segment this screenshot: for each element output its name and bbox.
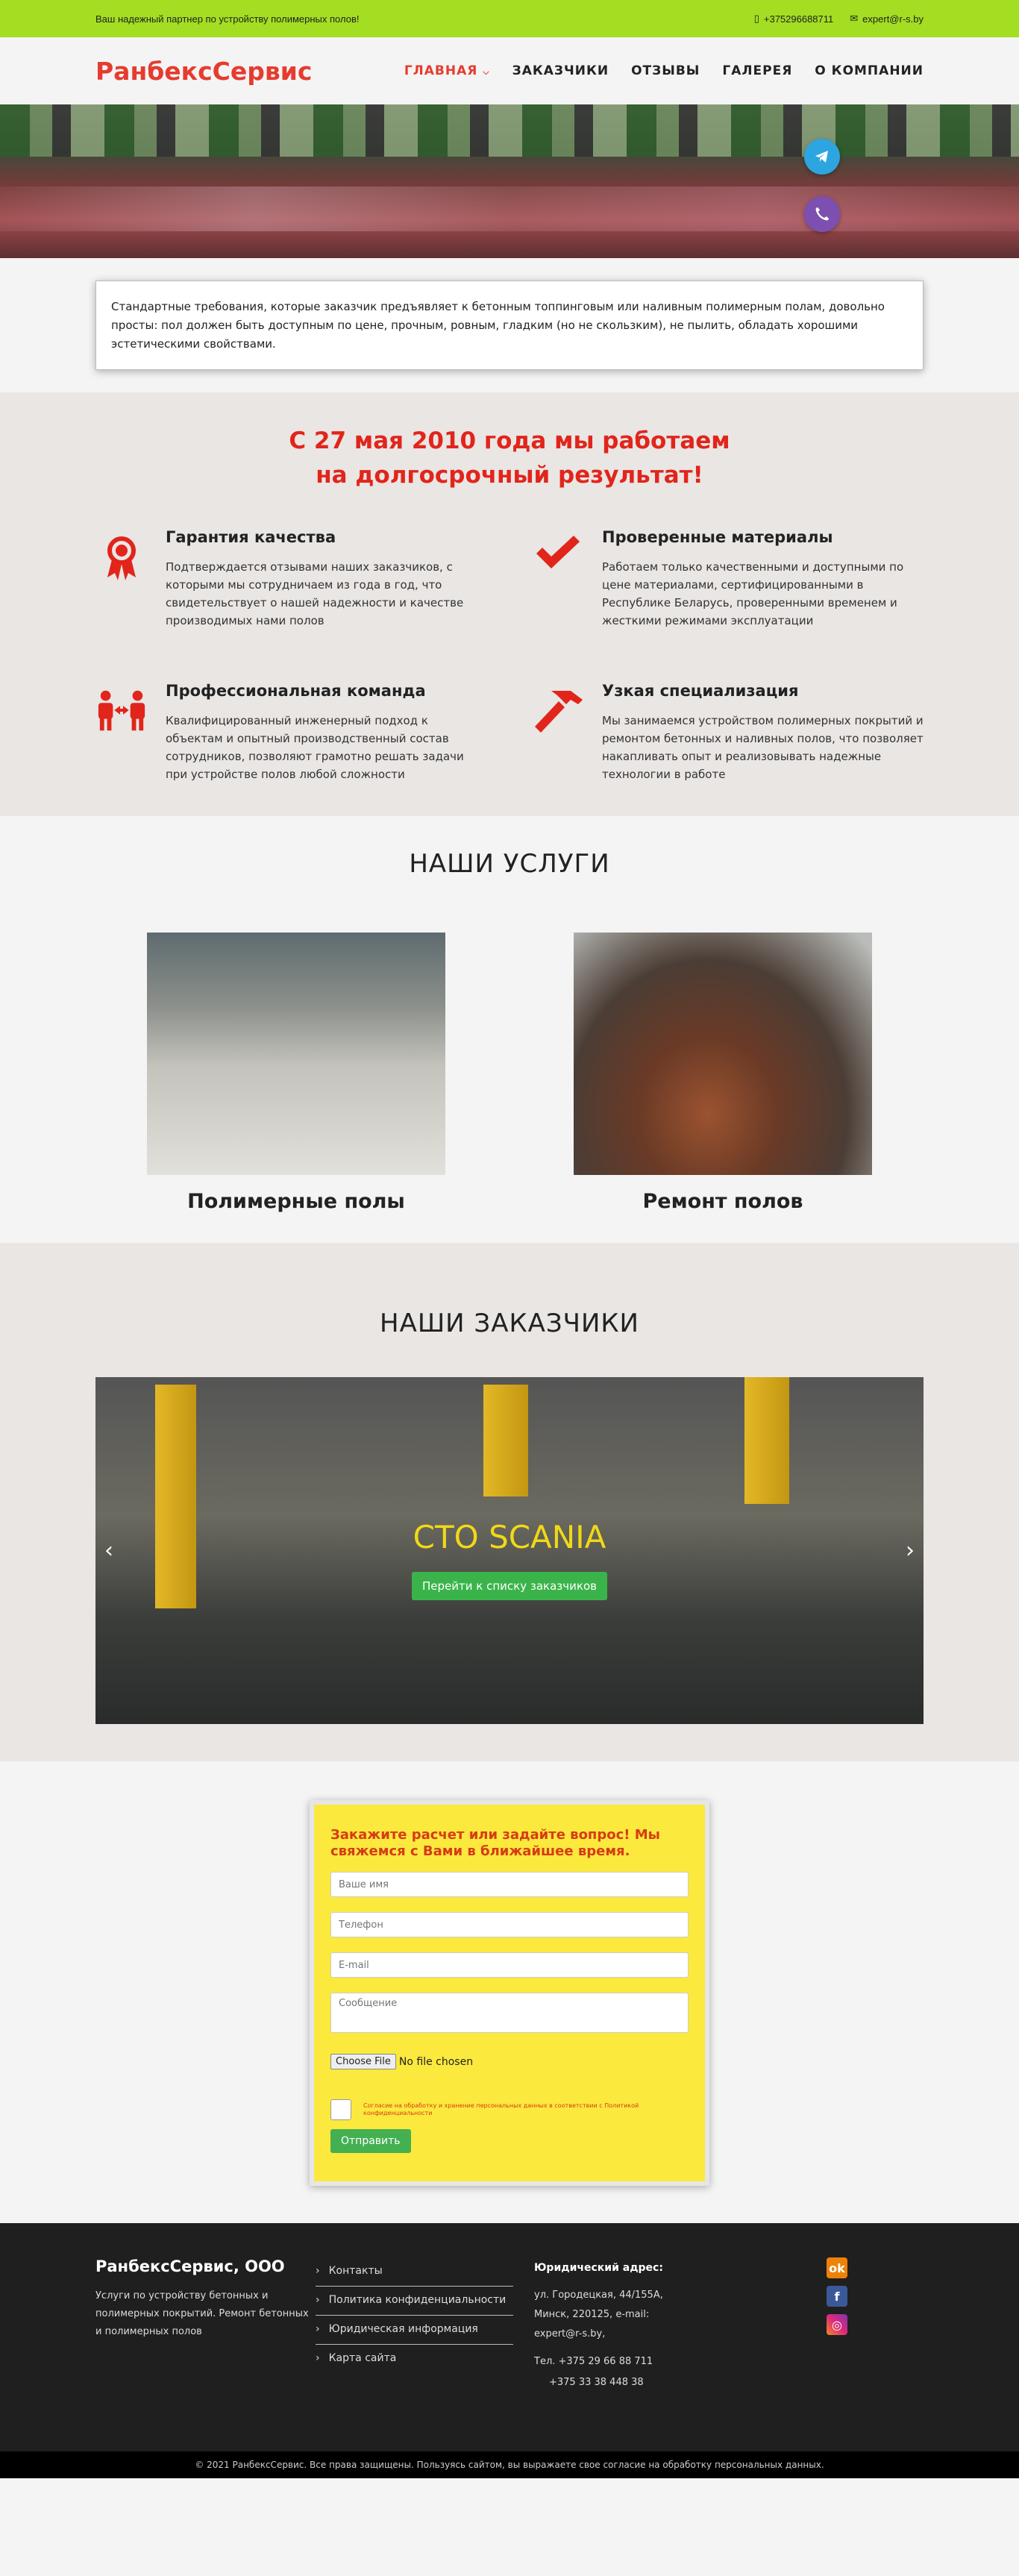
phone-input[interactable] — [330, 1912, 689, 1937]
award-ribbon-icon — [95, 528, 148, 630]
telegram-button[interactable] — [804, 139, 840, 175]
intro-section — [0, 258, 1019, 392]
footer-social — [819, 2257, 847, 2393]
envelope-icon: ✉ — [850, 13, 859, 24]
feature-title: Профессиональная команда — [166, 682, 426, 700]
hero-image — [0, 104, 1019, 258]
telegram-icon — [813, 148, 831, 166]
service-image[interactable] — [147, 933, 445, 1175]
nav-customers[interactable]: ЗАКАЗЧИКИ — [512, 63, 609, 78]
nav-reviews[interactable]: ОТЗЫВЫ — [631, 63, 700, 78]
main-nav — [404, 63, 924, 78]
hammer-icon — [532, 682, 584, 783]
footer-address — [513, 2257, 819, 2393]
hero-floor-reflection — [0, 187, 1019, 231]
features-section — [0, 392, 1019, 816]
service-card-repair[interactable] — [574, 933, 872, 1213]
carousel-lift-post — [483, 1385, 528, 1497]
hero-machinery — [0, 104, 1019, 157]
viber-phone-icon — [813, 205, 831, 223]
chevron-down-icon: ⌵ — [483, 67, 490, 77]
feature-text: Мы занимаемся устройством полимерных покрытий и ремонтом бетонных и наливных полов, что позволяет накапливать опыт и реализовывать надежные технологии в работе — [602, 714, 924, 781]
site-header — [0, 37, 1019, 104]
footer-link-legal[interactable]: › Юридическая информация — [316, 2316, 513, 2345]
top-phone[interactable]: ▯ +375296688711 — [753, 13, 834, 25]
service-image[interactable] — [574, 933, 872, 1175]
carousel-next-arrow-icon[interactable]: › — [906, 1538, 915, 1564]
feature-title: Гарантия качества — [166, 528, 336, 546]
footer-link-privacy[interactable]: › Политика конфиденциальности — [316, 2287, 513, 2316]
site-footer — [0, 2223, 1019, 2451]
form-heading: Закажите расчет или задайте вопрос! Мы свяжемся с Вами в ближайшее время. — [330, 1827, 660, 1859]
chevron-right-icon: › — [316, 2294, 320, 2306]
footer-links — [316, 2257, 513, 2393]
footer-description: Услуги по устройству бетонных и полимерных покрытий. Ремонт бетонных и полимерных полов — [95, 2290, 309, 2337]
footer-link-contacts[interactable]: › Контакты — [316, 2257, 513, 2287]
instagram-icon[interactable]: ◎ — [827, 2314, 847, 2335]
intro-box — [95, 281, 924, 370]
slide-title: СТО SCANIA — [413, 1519, 606, 1555]
customers-title: НАШИ ЗАКАЗЧИКИ — [380, 1309, 639, 1338]
viber-button[interactable] — [804, 196, 840, 232]
carousel-caption — [95, 1519, 924, 1600]
checkmark-icon — [532, 528, 584, 630]
carousel-prev-arrow-icon[interactable]: ‹ — [104, 1538, 113, 1564]
nav-gallery[interactable]: ГАЛЕРЕЯ — [722, 63, 793, 78]
carousel-lift-post — [744, 1377, 789, 1504]
customers-carousel — [95, 1377, 924, 1724]
services-section — [0, 816, 1019, 1243]
choose-file-button[interactable]: Choose File — [330, 2054, 396, 2069]
feature-materials — [532, 528, 924, 630]
customers-section — [0, 1243, 1019, 1761]
top-email[interactable]: ✉ expert@r-s.by — [850, 13, 924, 25]
feature-specialization — [532, 682, 924, 783]
team-icon — [95, 682, 148, 783]
features-title: С 27 мая 2010 года мы работаем на долгосрочный результат! — [289, 427, 730, 489]
copyright-text: © 2021 РанбексСервис. Все права защищены. Пользуясь сайтом, вы выражаете свое согласие на обработку персональных данных. — [195, 2460, 824, 2470]
service-title[interactable]: Ремонт полов — [642, 1190, 803, 1213]
consent-text: Согласие на обработку и хранение персональных данных в соответствии с Политикой конфиденциальности — [363, 2102, 639, 2116]
chevron-right-icon: › — [316, 2323, 320, 2335]
footer-link-sitemap[interactable]: › Карта сайта — [316, 2352, 397, 2364]
site-logo[interactable]: РанбексСервис — [95, 56, 313, 86]
tagline: Ваш надежный партнер по устройству полимерных полов! — [95, 13, 360, 25]
service-card-polymer[interactable] — [147, 933, 445, 1213]
consent-checkbox[interactable] — [330, 2099, 351, 2120]
file-status: No file chosen — [398, 2055, 474, 2068]
feature-title: Проверенные материалы — [602, 528, 833, 546]
customers-list-button[interactable]: Перейти к списку заказчиков — [412, 1572, 607, 1600]
footer-phone-1[interactable]: Тел. +375 29 66 88 711 — [534, 2356, 653, 2367]
services-title: НАШИ УСЛУГИ — [409, 849, 610, 879]
chevron-right-icon: › — [316, 2265, 320, 2277]
footer-phone-2[interactable]: +375 33 38 448 38 — [549, 2377, 644, 2388]
address-text: ул. Городецкая, 44/155А, Минск, 220125, e-mail: expert@r-s.by, — [534, 2290, 663, 2340]
footer-company: РанбексСервис, ООО — [95, 2257, 285, 2275]
chevron-right-icon: › — [316, 2352, 320, 2364]
contact-section — [0, 1761, 1019, 2223]
service-title[interactable]: Полимерные полы — [187, 1190, 405, 1213]
feature-quality — [95, 528, 487, 630]
feature-text: Работаем только качественными и доступными по цене материалами, сертифицированными в Республике Беларусь, проверенными временем и жесткими режимами эксплуатации — [602, 560, 904, 627]
top-contacts — [754, 13, 924, 25]
phone-icon: ▯ — [753, 13, 759, 24]
top-bar — [0, 0, 1019, 37]
submit-button[interactable]: Отправить — [330, 2129, 411, 2153]
contact-form — [310, 1800, 709, 2186]
nav-about[interactable]: О КОМПАНИИ — [815, 63, 924, 78]
feature-title: Узкая специализация — [602, 682, 799, 700]
footer-about — [95, 2257, 316, 2393]
address-title: Юридический адрес: — [534, 2262, 663, 2274]
feature-team — [95, 682, 487, 783]
facebook-icon[interactable]: f — [827, 2286, 847, 2307]
intro-text: Стандартные требования, которые заказчик предъявляет к бетонным топпинговым или наливным полимерным полам, довольно просты: пол должен быть доступным по цене, прочным, ровным, гладким (но не скользким), не пылить, обладать хорошими эстетическими свойствами. — [111, 300, 885, 351]
consent-row — [330, 2099, 689, 2120]
feature-text: Квалифицированный инженерный подход к объектам и опытный производственный состав сотрудников, позволяют грамотно решать задачи при устройстве полов любой сложности — [166, 714, 464, 781]
nav-home[interactable]: ГЛАВНАЯ ⌵ — [404, 63, 490, 78]
feature-text: Подтверждается отзывами наших заказчиков, с которыми мы сотрудничаем из года в год, что свидетельствует о нашей надежности и качестве производимых нами полов — [166, 560, 464, 627]
copyright-bar — [0, 2451, 1019, 2478]
odnoklassniki-icon[interactable]: ok — [827, 2257, 847, 2278]
message-input[interactable] — [330, 1993, 689, 2033]
file-upload — [330, 2054, 689, 2069]
name-input[interactable] — [330, 1872, 689, 1897]
email-input[interactable] — [330, 1952, 689, 1978]
